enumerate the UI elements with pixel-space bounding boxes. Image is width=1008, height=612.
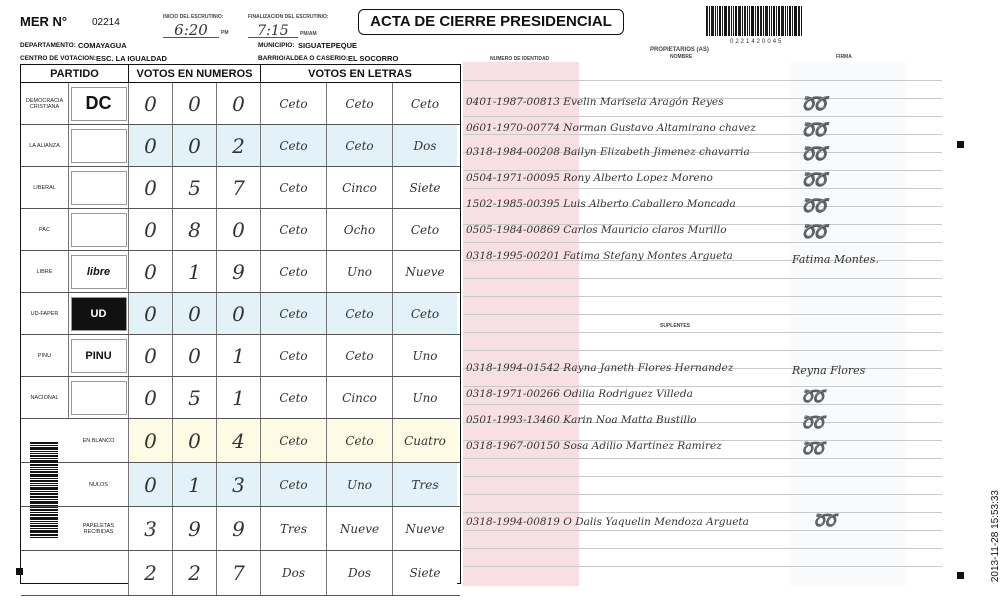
fin-time: [248, 23, 298, 38]
table-row: [21, 251, 460, 293]
party-name-cell: [21, 335, 69, 376]
vote-word: Ceto: [279, 96, 308, 111]
form-line: [463, 476, 942, 477]
extra-entry: 0318-1994-00819 O Dalis Yaquelin Mendoza Argueta: [466, 516, 749, 528]
identidad-column: [463, 62, 579, 586]
party-name-cell: [21, 209, 69, 250]
form-line: [463, 404, 942, 405]
vote-word: Uno: [412, 390, 438, 405]
summary-label-cell: [69, 463, 129, 506]
barrio-label: BARRIO/ALDEA O CASERIO:: [258, 55, 349, 62]
party-logo-cell: [69, 377, 129, 418]
vote-word-cell: [393, 251, 457, 292]
vote-digit: 1: [188, 259, 201, 284]
departamento-label: DEPARTAMENTO:: [20, 42, 76, 49]
vote-word: Ceto: [345, 433, 374, 448]
table-row: [21, 377, 460, 419]
vote-digit: 9: [188, 516, 201, 541]
vote-digit: 0: [188, 301, 201, 326]
party-logo-icon: [71, 381, 127, 415]
party-logo-cell: [69, 335, 129, 376]
vote-number-cell: [217, 377, 261, 418]
vote-number-cell: [173, 335, 217, 376]
vote-number-cell: [129, 419, 173, 462]
vote-digit: 0: [144, 259, 157, 284]
vote-digit: 1: [188, 472, 201, 497]
signature-scribble-icon: ➿: [800, 118, 828, 143]
vote-number-cell: [217, 83, 261, 124]
document-title: ACTA DE CIERRE PRESIDENCIAL: [358, 9, 624, 35]
vote-number-cell: [173, 209, 217, 250]
vote-digit: 9: [232, 259, 245, 284]
table-header: [21, 65, 460, 83]
vote-digit: 2: [188, 561, 201, 585]
vote-number-cell: [173, 507, 217, 550]
form-line: [463, 548, 942, 549]
party-logo-cell: [69, 83, 129, 124]
vote-digit: 0: [188, 91, 201, 116]
vote-word-cell: [327, 335, 393, 376]
vote-word: Cinco: [342, 180, 377, 195]
summary-label: PAPELETAS RECIBIDAS: [82, 522, 115, 535]
vote-number-cell: [217, 125, 261, 166]
vote-number-cell: [173, 551, 217, 595]
inicio-time-value: 6:20: [174, 21, 208, 39]
fin-time-value: 7:15: [257, 23, 289, 39]
form-line: [463, 188, 942, 189]
inicio-suffix: PM: [221, 30, 229, 36]
inicio-label: INICIO DEL ESCRUTINIO:: [163, 14, 224, 20]
vote-word-cell: [261, 419, 327, 462]
table-row: [21, 209, 460, 251]
summary-label-cell: [69, 551, 129, 595]
vote-number-cell: [129, 551, 173, 595]
vote-word: Cinco: [342, 390, 377, 405]
vote-number-cell: [129, 377, 173, 418]
party-name-cell: [21, 377, 69, 418]
form-line: [463, 566, 942, 567]
col-letras: VOTOS EN LETRAS: [308, 68, 412, 80]
vote-digit: 0: [144, 133, 157, 158]
party-name: LA ALIANZA: [29, 142, 60, 149]
form-line: [463, 296, 942, 297]
vote-number-cell: [217, 507, 261, 550]
vote-word: Ceto: [279, 138, 308, 153]
vote-word-cell: [261, 551, 327, 595]
party-logo-icon: [71, 255, 127, 289]
vote-digit: 0: [144, 91, 157, 116]
form-line: [463, 170, 942, 171]
suplentes-label: SUPLENTES: [660, 323, 691, 329]
party-logo-icon: [71, 213, 127, 247]
table-row: [21, 167, 460, 209]
form-line: [463, 80, 942, 81]
vote-number-cell: [217, 167, 261, 208]
member-signature: Fatima Montes.: [792, 253, 879, 266]
vote-word-cell: [261, 293, 327, 334]
centro-label: CENTRO DE VOTACION:: [20, 55, 97, 62]
col-nombre: NOMBRE: [670, 54, 693, 60]
vote-number-cell: [129, 251, 173, 292]
vote-word: Ceto: [410, 222, 440, 237]
form-line: [463, 242, 942, 243]
vote-word-cell: [393, 507, 457, 550]
vote-number-cell: [173, 293, 217, 334]
signature-scribble-icon: ➿: [800, 436, 825, 460]
vote-word: Ceto: [410, 306, 440, 321]
form-line: [463, 332, 942, 333]
vote-digit: 2: [232, 133, 245, 158]
vote-word-cell: [261, 335, 327, 376]
barcode-number: 0221420045: [730, 39, 784, 45]
form-line: [463, 278, 942, 279]
vote-number-cell: [129, 209, 173, 250]
vote-word: Siete: [409, 566, 441, 580]
vote-digit: 0: [144, 343, 157, 368]
vote-digit: 0: [188, 343, 201, 368]
vote-number-cell: [173, 125, 217, 166]
member-entry: 0401-1987-00813 Evelin Marisela Aragón Reyes: [466, 96, 724, 108]
scan-timestamp: 2013-11-28 15:53:33: [990, 490, 1001, 583]
vote-word: Dos: [281, 566, 305, 580]
vote-digit: 1: [232, 343, 245, 368]
party-name-cell: [21, 293, 69, 334]
fin-suffix: PM/AM: [300, 31, 317, 37]
vote-word-cell: [327, 167, 393, 208]
vote-digit: 5: [188, 175, 201, 200]
col-numeros: VOTOS EN NUMEROS: [129, 65, 261, 83]
vote-word-cell: [261, 463, 327, 506]
vote-word: Ocho: [343, 222, 376, 237]
vote-digit: 9: [232, 516, 245, 541]
table-row: [21, 125, 460, 167]
summary-label: EN BLANCO: [82, 437, 115, 444]
vote-word: Uno: [346, 477, 373, 492]
party-name-cell: [21, 251, 69, 292]
party-name-cell: [21, 125, 69, 166]
form-line: [463, 134, 942, 135]
form-line: [463, 314, 942, 315]
departamento-value: COMAYAGUA: [78, 41, 127, 50]
vote-word-cell: [261, 83, 327, 124]
vote-word: Ceto: [279, 306, 308, 321]
vote-digit: 4: [232, 428, 245, 453]
signature-scribble-icon: ➿: [800, 194, 828, 219]
table-row: [21, 463, 460, 507]
vote-digit: 0: [188, 133, 201, 158]
vote-word: Dos: [413, 138, 437, 153]
mer-label: MER N°: [20, 14, 68, 29]
suplente-entry: 0318-1994-01542 Rayna Janeth Flores Hernandez: [466, 362, 734, 374]
vote-word: Ceto: [279, 180, 308, 195]
barcode: [706, 6, 826, 36]
vote-word-cell: [327, 251, 393, 292]
vote-word: Uno: [412, 348, 438, 363]
vote-word-cell: [393, 83, 457, 124]
vote-word: Tres: [280, 521, 307, 536]
vote-number-cell: [129, 167, 173, 208]
vote-word-cell: [327, 507, 393, 550]
vote-number-cell: [217, 335, 261, 376]
vote-number-cell: [129, 335, 173, 376]
party-logo-icon: [71, 87, 127, 121]
col-partido: PARTIDO: [21, 65, 129, 83]
party-name-cell: [21, 167, 69, 208]
table-row: [21, 551, 460, 596]
barrio-value: EL SOCORRO: [348, 54, 399, 63]
vote-word-cell: [393, 293, 457, 334]
form-line: [463, 512, 942, 513]
vote-digit: 0: [144, 217, 157, 242]
col-firma: FIRMA: [836, 54, 852, 60]
form-line: [463, 116, 942, 117]
vote-word-cell: [327, 125, 393, 166]
vote-word: Ceto: [279, 477, 308, 492]
centro-value: ESC. LA IGUALDAD: [96, 54, 167, 63]
vote-number-cell: [217, 251, 261, 292]
party-logo-cell: [69, 293, 129, 334]
inicio-time: [163, 21, 219, 38]
party-name: LIBERAL: [33, 184, 56, 191]
registration-mark: [957, 141, 964, 148]
fin-label: FINALIZACION DEL ESCRUTINIO:: [248, 14, 329, 20]
vote-digit: 0: [144, 472, 157, 497]
vote-word-cell: [393, 419, 457, 462]
vote-word-cell: [261, 167, 327, 208]
party-logo-icon: [71, 171, 127, 205]
votes-table: [20, 64, 461, 584]
vote-number-cell: [217, 551, 261, 595]
vote-number-cell: [129, 507, 173, 550]
vote-word-cell: [261, 377, 327, 418]
vote-digit: 7: [232, 561, 245, 585]
party-logo-cell: [69, 251, 129, 292]
member-entry: 0505-1984-00869 Carlos Mauricio claros Murillo: [466, 224, 727, 236]
vote-word-cell: [327, 293, 393, 334]
col-identidad: NUMERO DE IDENTIDAD: [490, 56, 550, 62]
vote-digit: 5: [188, 385, 201, 410]
vote-word-cell: [261, 507, 327, 550]
signature-scribble-icon: ➿: [800, 142, 828, 167]
vote-number-cell: [173, 167, 217, 208]
party-logo-text: UD: [90, 307, 107, 320]
vote-word: Ceto: [279, 222, 308, 237]
suplente-signature: Reyna Flores: [792, 364, 866, 377]
vote-word: Nueve: [339, 521, 380, 536]
vote-digit: 3: [232, 472, 245, 497]
vote-number-cell: [129, 293, 173, 334]
vote-digit: 2: [144, 561, 157, 585]
party-logo-cell: [69, 209, 129, 250]
vote-word: Siete: [409, 180, 441, 195]
vote-word: Nueve: [405, 264, 445, 279]
vote-digit: 8: [188, 217, 201, 242]
party-logo-icon: [71, 339, 127, 373]
vote-word: Tres: [411, 477, 439, 492]
vote-word: Ceto: [279, 348, 308, 363]
party-name: PAC: [39, 226, 50, 233]
vote-word-cell: [327, 419, 393, 462]
form-line: [463, 350, 942, 351]
signature-scribble-icon: ➿: [800, 92, 828, 117]
vote-word-cell: [327, 551, 393, 595]
party-logo-icon: [71, 297, 127, 331]
municipio-label: MUNICIPIO:: [258, 42, 295, 49]
vote-word-cell: [261, 209, 327, 250]
table-row: [21, 83, 460, 125]
vote-digit: 0: [144, 301, 157, 326]
suplente-entry: 0318-1971-00266 Odilia Rodriguez Villeda: [466, 388, 693, 400]
summary-label-cell: [69, 419, 129, 462]
party-name: DEMOCRACIA CRISTIANA: [25, 97, 64, 110]
party-logo-text: libre: [86, 265, 111, 278]
vote-word: Ceto: [345, 96, 374, 111]
vote-digit: 3: [144, 516, 157, 541]
vote-digit: 7: [232, 175, 245, 200]
vote-digit: 0: [188, 428, 201, 453]
party-name-cell: [21, 83, 69, 124]
municipio-value: SIGUATEPEQUE: [298, 41, 358, 50]
vote-digit: 0: [232, 217, 245, 242]
signature-scribble-icon: ➿: [800, 410, 825, 434]
party-logo-text: DC: [85, 93, 112, 113]
vote-digit: 0: [232, 91, 245, 116]
signature-scribble-icon: ➿: [812, 508, 837, 532]
party-logo-cell: [69, 125, 129, 166]
party-name: PINU: [37, 352, 52, 359]
vote-word-cell: [327, 377, 393, 418]
member-entry: 0601-1970-00774 Norman Gustavo Altamirano chavez: [466, 122, 756, 134]
mer-number: 02214: [92, 17, 120, 28]
vote-number-cell: [217, 209, 261, 250]
vote-word-cell: [327, 83, 393, 124]
vote-digit: 0: [144, 428, 157, 453]
vote-digit: 0: [144, 385, 157, 410]
party-name: LIBRE: [36, 268, 53, 275]
form-line: [463, 530, 942, 531]
party-logo-text: PINU: [85, 349, 112, 362]
vote-word-cell: [261, 251, 327, 292]
vote-number-cell: [173, 377, 217, 418]
member-entry: 0318-1995-00201 Fatima Stefany Montes Argueta: [466, 250, 733, 262]
vote-word-cell: [393, 551, 457, 595]
vote-word: Ceto: [279, 433, 308, 448]
vote-word: Ceto: [345, 138, 374, 153]
vote-number-cell: [217, 463, 261, 506]
member-entry: 0318-1984-00208 Bailyn Elizabeth Jimenez chavarria: [466, 146, 750, 158]
vote-word: Ceto: [345, 306, 374, 321]
form-line: [463, 458, 942, 459]
vote-word-cell: [327, 209, 393, 250]
member-entry: 1502-1985-00395 Luis Alberto Caballero Moncada: [466, 198, 736, 210]
vote-word-cell: [393, 167, 457, 208]
vote-number-cell: [173, 83, 217, 124]
form-line: [463, 494, 942, 495]
vote-word: Ceto: [410, 96, 440, 111]
vote-word-cell: [393, 209, 457, 250]
vote-word: Nueve: [405, 521, 445, 536]
vote-digit: 1: [232, 385, 245, 410]
party-name: UD-FAPER: [30, 310, 59, 317]
signature-scribble-icon: ➿: [800, 384, 825, 408]
vote-word: Uno: [346, 264, 373, 279]
vote-word: Dos: [347, 566, 371, 580]
vote-word-cell: [327, 463, 393, 506]
vote-word-cell: [393, 377, 457, 418]
vote-number-cell: [129, 125, 173, 166]
vote-digit: 0: [232, 301, 245, 326]
party-logo-cell: [69, 167, 129, 208]
vote-number-cell: [173, 251, 217, 292]
vote-word: Ceto: [345, 348, 374, 363]
vote-number-cell: [217, 419, 261, 462]
signature-scribble-icon: ➿: [800, 220, 828, 245]
vote-number-cell: [173, 419, 217, 462]
vote-number-cell: [217, 293, 261, 334]
table-row: [21, 419, 460, 463]
form-line: [463, 386, 942, 387]
vote-word-cell: [393, 335, 457, 376]
side-barcode: [30, 442, 58, 566]
vote-word-cell: [261, 125, 327, 166]
vote-word-cell: [393, 463, 457, 506]
party-logo-icon: [71, 129, 127, 163]
registration-mark: [957, 572, 964, 579]
col-propietarios: PROPIETARIOS (AS): [650, 47, 709, 53]
table-row: [21, 293, 460, 335]
suplente-entry: 0501-1993-13460 Karin Noa Matta Bustillo: [466, 414, 697, 426]
suplente-entry: 0318-1967-00150 Sosa Adilio Martinez Ramirez: [466, 440, 722, 452]
vote-word: Ceto: [279, 264, 308, 279]
vote-word: Cuatro: [404, 433, 446, 448]
party-name: NACIONAL: [30, 394, 59, 401]
vote-word: Ceto: [279, 390, 308, 405]
summary-label-cell: [69, 507, 129, 550]
role-column: [906, 62, 942, 586]
vote-number-cell: [173, 463, 217, 506]
vote-number-cell: [129, 463, 173, 506]
summary-label: NULOS: [89, 481, 108, 488]
vote-digit: 0: [144, 175, 157, 200]
table-row: [21, 335, 460, 377]
signature-scribble-icon: ➿: [800, 168, 828, 193]
vote-number-cell: [129, 83, 173, 124]
vote-word-cell: [393, 125, 457, 166]
table-row: [21, 507, 460, 551]
member-entry: 0504-1971-00095 Rony Alberto Lopez Moreno: [466, 172, 713, 184]
